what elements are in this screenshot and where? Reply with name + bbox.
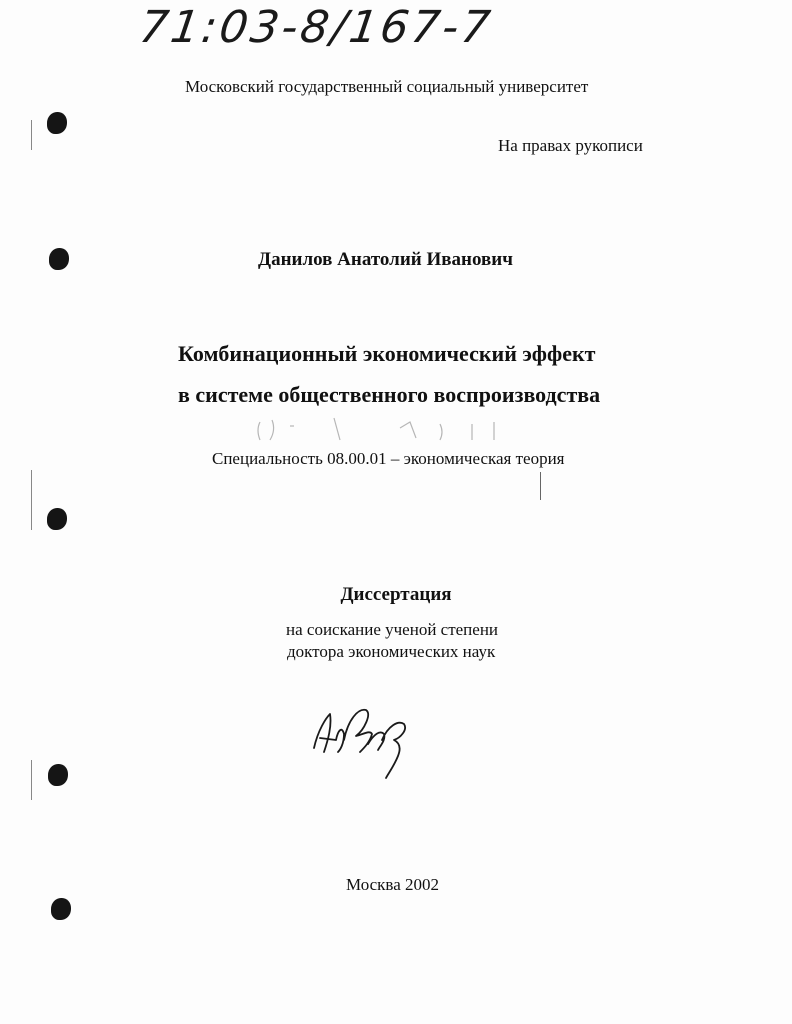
punch-hole-1 — [47, 112, 67, 134]
pen-mark — [540, 472, 541, 500]
author-name: Данилов Анатолий Иванович — [258, 249, 513, 270]
city-and-year: Москва 2002 — [346, 875, 440, 894]
title-line-1: Комбинационный экономический эффект — [178, 341, 596, 366]
author-signature — [308, 700, 418, 780]
university-name: Московский государственный социальный университет — [185, 77, 589, 96]
punch-hole-2 — [49, 248, 69, 270]
punch-hole-3 — [47, 508, 67, 530]
margin-mark — [31, 470, 32, 530]
speciality-line: Специальность 08.00.01 – экономическая теория — [212, 449, 565, 468]
document-type: Диссертация — [340, 584, 452, 605]
margin-mark — [31, 760, 32, 800]
margin-mark — [31, 120, 32, 150]
faint-stamp-marks — [250, 414, 550, 450]
punch-hole-5 — [51, 898, 71, 920]
punch-hole-4 — [48, 764, 68, 786]
degree-line-1: на соискание ученой степени — [286, 620, 499, 639]
manuscript-rights-note: На правах рукописи — [498, 136, 643, 155]
degree-line-2: доктора экономических наук — [287, 642, 496, 661]
title-line-2: в системе общественного воспроизводства — [178, 382, 601, 407]
archive-code-handwritten: 71:03-8/167-7 — [136, 2, 496, 53]
